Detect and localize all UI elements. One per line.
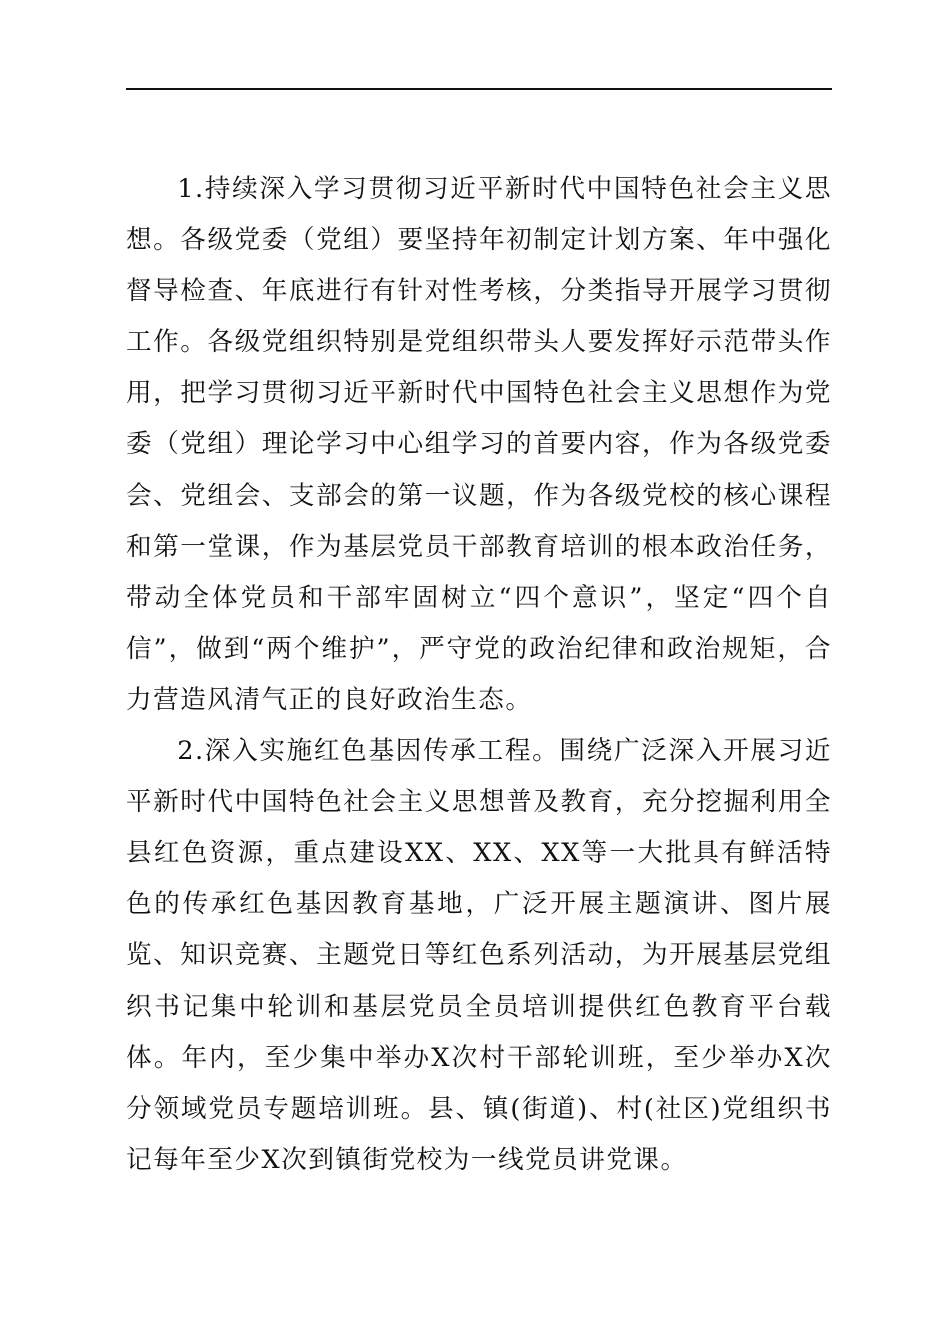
header-rule bbox=[126, 88, 832, 90]
document-body bbox=[126, 164, 832, 1186]
paragraph-1: 1.持续深入学习贯彻习近平新时代中国特色社会主义思想。各级党委（党组）要坚持年初制定计划方案、年中强化督导检查、年底进行有针对性考核，分类指导开展学习贯彻工作。各级党组织特别是党组织带头人要发挥好示范带头作用，把学习贯彻习近平新时代中国特色社会主义思想作为党委（党组）理论学习中心组学习的首要内容，作为各级党委会、党组会、支部会的第一议题，作为各级党校的核心课程和第一堂课，作为基层党员干部教育培训的根本政治任务，带动全体党员和干部牢固树立“四个意识”，坚定“四个自信”，做到“两个维护”，严守党的政治纪律和政治规矩，合力营造风清气正的良好政治生态。 bbox=[126, 174, 832, 715]
paragraph-2: 2.深入实施红色基因传承工程。围绕广泛深入开展习近平新时代中国特色社会主义思想普及教育，充分挖掘利用全县红色资源，重点建设XX、XX、XX等一大批具有鲜活特色的传承红色基因教育基地，广泛开展主题演讲、图片展览、知识竞赛、主题党日等红色系列活动，为开展基层党组织书记集中轮训和基层党员全员培训提供红色教育平台载体。年内，至少集中举办X次村干部轮训班，至少举办X次分领域党员专题培训班。县、镇(街道)、村(社区)党组织书记每年至少X次到镇街党校为一线党员讲党课。 bbox=[126, 736, 832, 1175]
